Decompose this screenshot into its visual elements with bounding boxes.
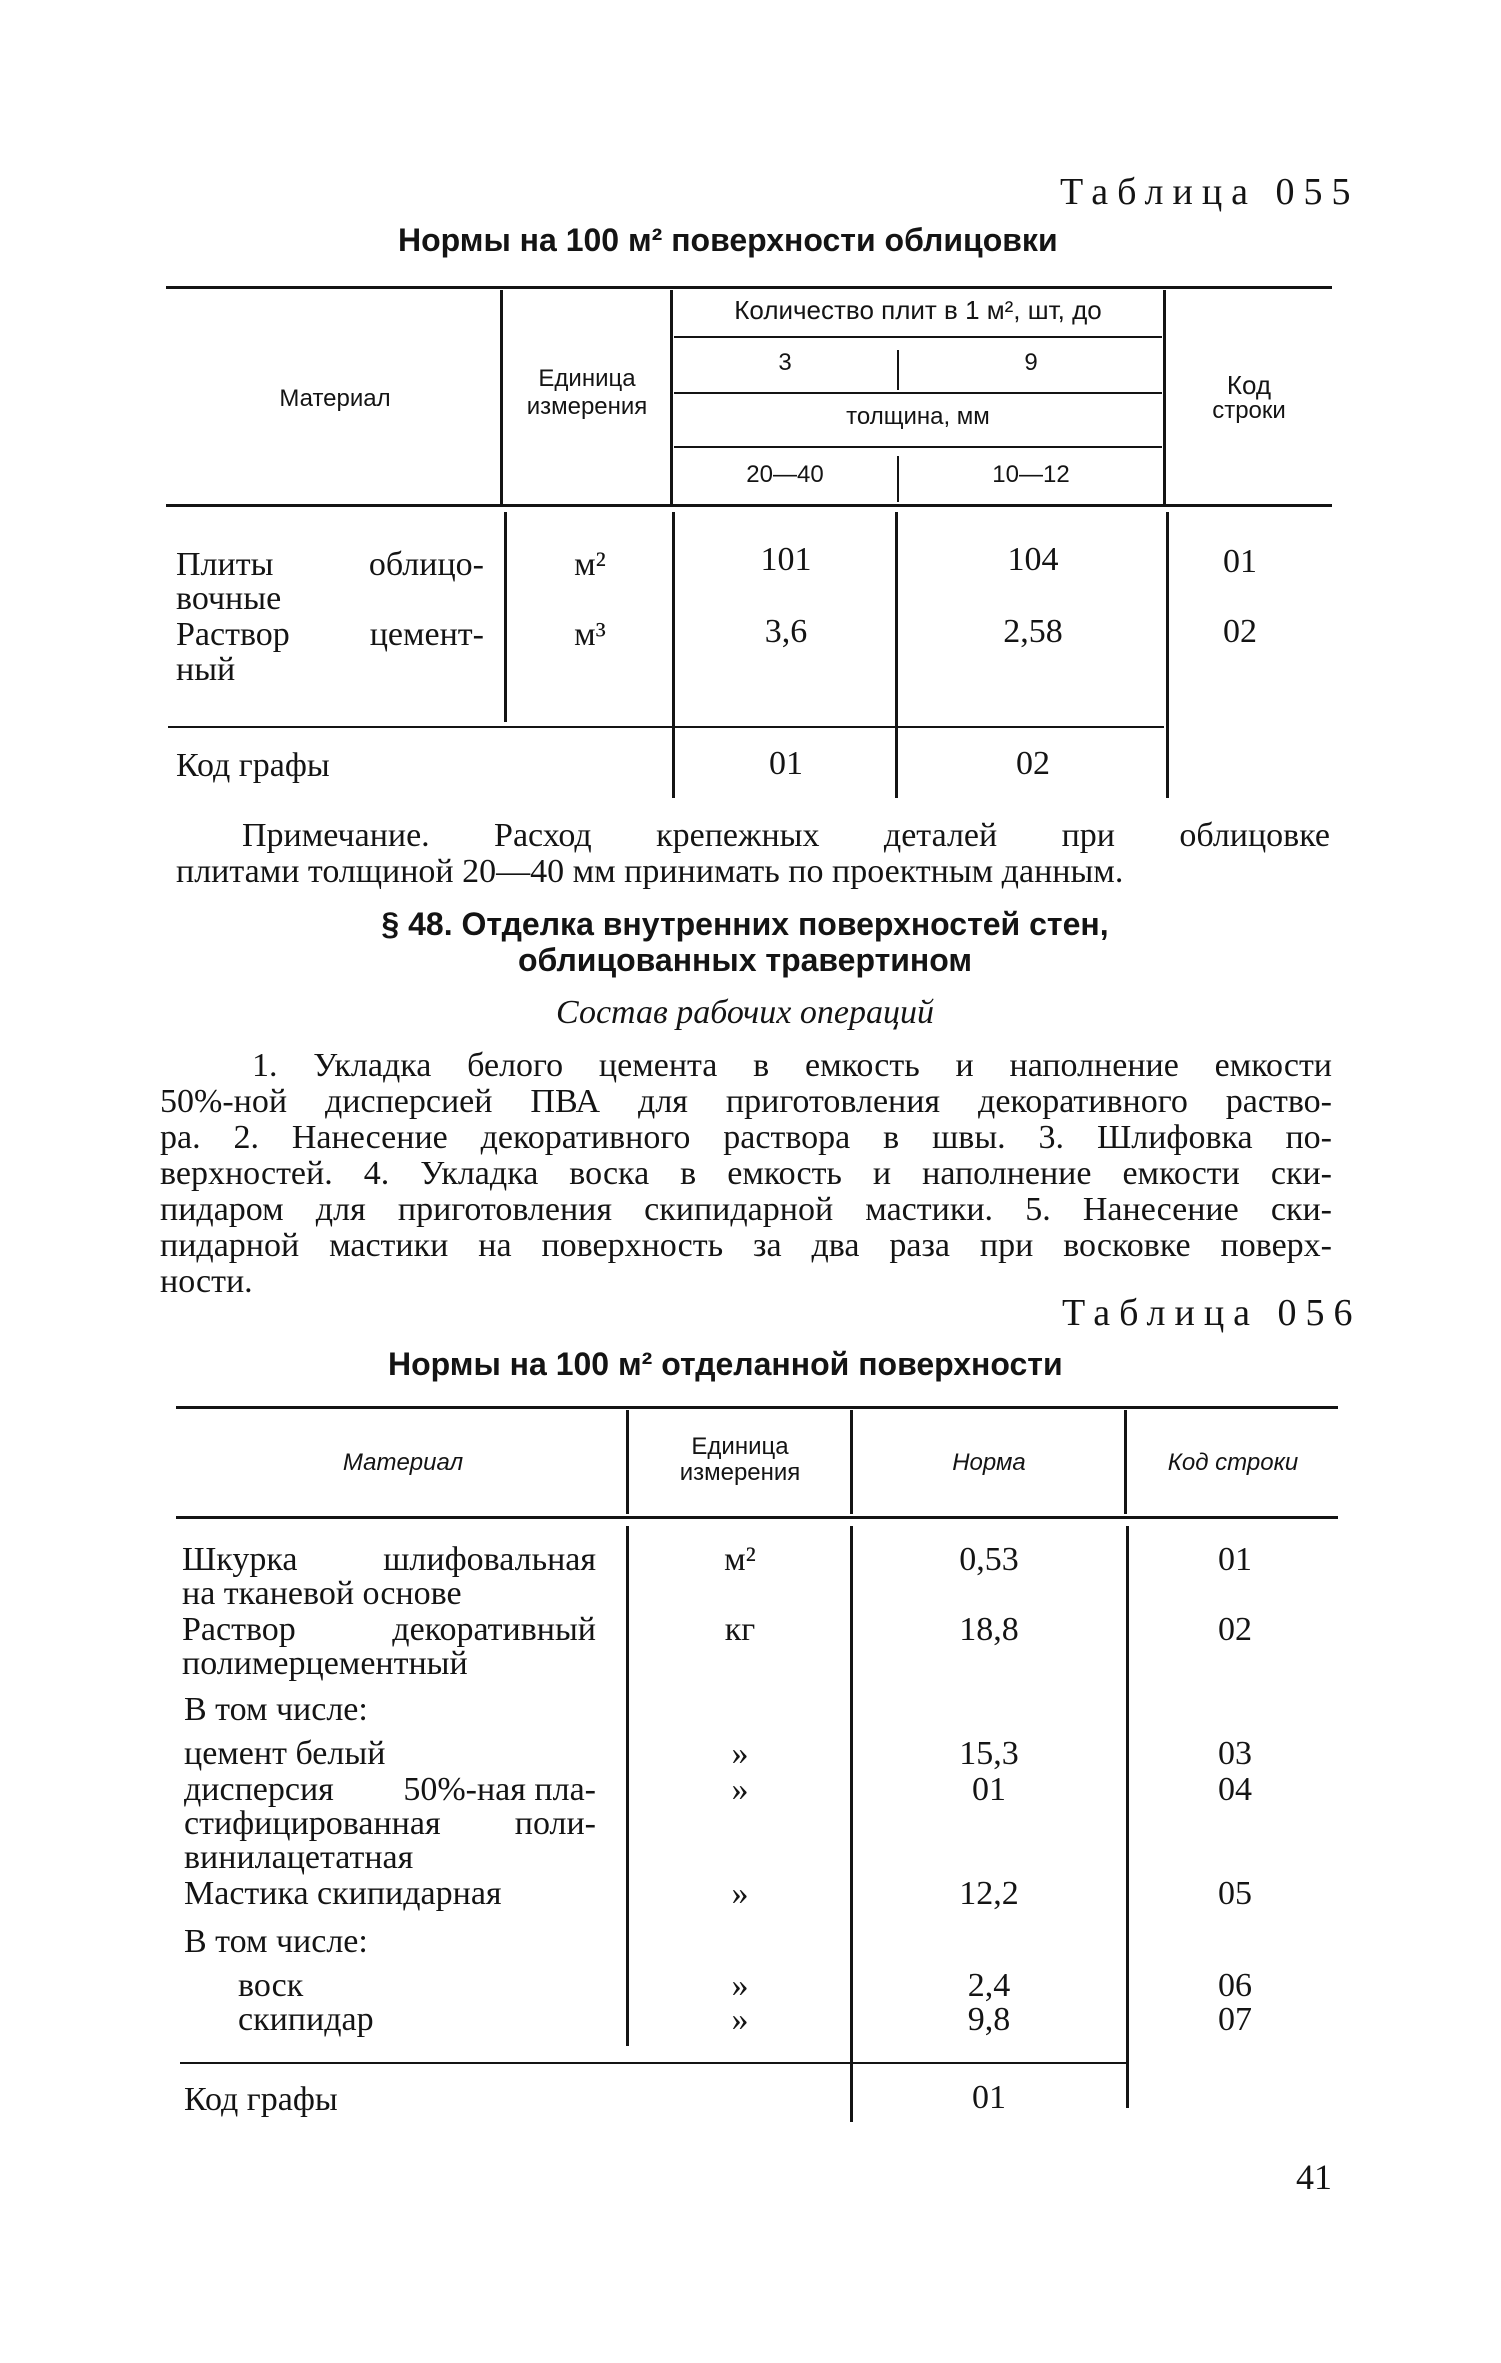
- section-body-line: 50%-ной дисперсией ПВА для приготовления декоративного раство-: [160, 1083, 1332, 1120]
- table-055-note: [176, 818, 1330, 890]
- table-055-divider: [897, 350, 899, 390]
- table-056-row-material: [184, 1772, 596, 1808]
- table-055-header-col9: 9: [1024, 349, 1038, 376]
- table-056-row-material-word: стифицированная: [184, 1805, 441, 1842]
- table-056-header-code: Код строки: [1167, 1449, 1299, 1476]
- section-body-line: верхностей. 4. Укладка воска в емкость и наполнение емкости ски-: [160, 1155, 1332, 1192]
- table-055-header-code: строки: [1212, 397, 1286, 424]
- table-055-row-code: 02: [1223, 613, 1257, 650]
- table-056-row-material-word: 50%-ная пла-: [403, 1771, 596, 1808]
- table-055-row-unit: м³: [574, 616, 606, 653]
- table-056-header-unit: Единица: [691, 1433, 789, 1460]
- section-body: [160, 1048, 1332, 1300]
- table-055-header-rule: [674, 446, 1162, 448]
- table-055-row-unit: м²: [574, 546, 606, 583]
- table-055-footer-code-2: 02: [1016, 745, 1050, 782]
- table-055-header-rule: [674, 392, 1162, 394]
- table-055-header-thickness: толщина, мм: [846, 403, 990, 430]
- table-056-row-norm: 2,4: [967, 1967, 1011, 2004]
- table-055-row-material-word: облицо-: [368, 546, 484, 583]
- table-056-row-material: цемент белый: [184, 1735, 386, 1772]
- table-056-row-unit: »: [731, 1771, 749, 1808]
- table-056-row-material: [182, 1612, 596, 1648]
- table-055-row-value-2: 104: [1007, 541, 1059, 578]
- table-056-row-norm: 0,53: [959, 1541, 1019, 1578]
- table-055-header-material: Материал: [279, 385, 391, 412]
- table-055-label: Таблица 055: [1060, 171, 1360, 213]
- table-055-footer-code-1: 01: [769, 745, 803, 782]
- table-056-row-material: воск: [238, 1967, 304, 2004]
- table-056-row-unit: »: [731, 1875, 749, 1912]
- table-055-title: Нормы на 100 м² поверхности облицовки: [398, 222, 1058, 258]
- table-056-row-material: скипидар: [238, 2001, 374, 2038]
- table-055-header-unit: Единица: [538, 365, 636, 392]
- table-055-divider: [1166, 512, 1169, 798]
- table-056-footer-rule: [180, 2062, 1126, 2064]
- table-056-divider: [1126, 1526, 1129, 2108]
- note-line: плитами толщиной 20—40 мм принимать по проектным данным.: [176, 853, 1124, 890]
- table-056-row-code: 07: [1218, 2001, 1252, 2038]
- page-number: 41: [1296, 2157, 1332, 2197]
- table-055-row-material-cont: ный: [176, 651, 236, 688]
- table-055-header-col3: 3: [778, 349, 792, 376]
- table-056-row-material-word: Шкурка: [182, 1541, 298, 1578]
- table-055-divider: [897, 456, 899, 502]
- table-056-row-material-cont: полимерцементный: [182, 1645, 468, 1682]
- section-title: облицованных травертином: [517, 942, 973, 978]
- section-body-line: ности.: [160, 1263, 253, 1300]
- table-056-row-unit: »: [731, 2001, 749, 2038]
- table-055-row-material-word: цемент-: [369, 616, 484, 653]
- table-056-divider: [626, 1410, 629, 1514]
- table-056-divider: [1124, 1410, 1127, 1514]
- table-056-header-bottom-rule: [176, 1516, 1338, 1519]
- table-056-footer-label: Код графы: [184, 2081, 338, 2118]
- table-056-header-norm: Норма: [952, 1449, 1026, 1476]
- table-056-row-norm: 18,8: [959, 1611, 1019, 1648]
- table-056-row-material-word: декоративный: [392, 1611, 596, 1648]
- section-body-line: 1. Укладка белого цемента в емкость и наполнение емкости: [252, 1047, 1332, 1084]
- table-056-row-unit: »: [731, 1967, 749, 2004]
- table-056-row-code: 04: [1218, 1771, 1252, 1808]
- table-055-row-value-2: 2,58: [1003, 613, 1063, 650]
- table-056-row-code: 06: [1218, 1967, 1252, 2004]
- table-055-divider: [672, 512, 675, 798]
- section-body-line: пидаром для приготовления скипидарной мастики. 5. Нанесение ски-: [160, 1191, 1332, 1228]
- table-056-row-material-word: поли-: [514, 1805, 596, 1842]
- table-055-row-material: [176, 547, 484, 583]
- table-056-divider: [850, 1410, 853, 1514]
- table-056-subheading: В том числе:: [184, 1923, 368, 1960]
- table-056-row-material-word: Раствор: [182, 1611, 296, 1648]
- table-055-header-thickness-2: 10—12: [992, 461, 1070, 488]
- table-055-row-material-word: Плиты: [176, 546, 274, 583]
- section-body-line: пидарной мастики на поверхность за два раза при восковке поверх-: [160, 1227, 1332, 1264]
- table-056-subheading: В том числе:: [184, 1691, 368, 1728]
- table-056-row-code: 01: [1218, 1541, 1252, 1578]
- table-056-title: Нормы на 100 м² отделанной поверхности: [388, 1346, 1063, 1382]
- table-056-row-norm: 9,8: [967, 2001, 1011, 2038]
- table-055-footer-rule: [168, 726, 1164, 728]
- table-056-row-unit: м²: [724, 1541, 756, 1578]
- table-055-header-rule: [674, 336, 1162, 338]
- table-055-row-material-word: Раствор: [176, 616, 290, 653]
- table-056-top-rule: [176, 1406, 1338, 1409]
- table-056-row-material: [184, 1806, 596, 1842]
- table-056-header-material: Материал: [342, 1449, 464, 1476]
- table-055-row-code: 01: [1223, 543, 1257, 580]
- section-body-line: ра. 2. Нанесение декоративного раствора в швы. 3. Шлифовка по-: [160, 1119, 1332, 1156]
- note-line: Примечание. Расход крепежных деталей при облицовке: [242, 817, 1330, 854]
- table-056-label: Таблица 056: [1062, 1292, 1362, 1334]
- table-056-row-material-word: шлифовальная: [383, 1541, 596, 1578]
- table-056-row-code: 03: [1218, 1735, 1252, 1772]
- table-055-row-material: [176, 617, 484, 653]
- table-055-header-code: Код: [1226, 370, 1272, 400]
- table-056-row-unit: »: [731, 1735, 749, 1772]
- table-056-footer-code-1: 01: [972, 2079, 1006, 2116]
- table-055-header-bottom-rule: [166, 504, 1332, 507]
- table-056-row-norm: 12,2: [959, 1875, 1019, 1912]
- table-055-divider: [504, 512, 507, 722]
- table-056-row-material-word: дисперсия: [184, 1771, 334, 1808]
- table-055-row-material-cont: вочные: [176, 580, 282, 617]
- section-title: § 48. Отделка внутренних поверхностей стен,: [381, 906, 1109, 942]
- table-056-row-norm: 01: [972, 1771, 1006, 1808]
- table-056-row-code: 05: [1218, 1875, 1252, 1912]
- table-056-divider: [850, 1526, 853, 2122]
- table-056-row-code: 02: [1218, 1611, 1252, 1648]
- table-055-header-quantity: Количество плит в 1 м², шт, до: [734, 295, 1102, 325]
- table-056-row-material-cont: винилацетатная: [184, 1839, 414, 1876]
- table-056-divider: [626, 1526, 629, 2046]
- table-056-row-norm: 15,3: [959, 1735, 1019, 1772]
- table-056-row-material-cont: на тканевой основе: [182, 1575, 462, 1612]
- table-055-row-value-1: 3,6: [764, 613, 808, 650]
- table-056-header-unit: измерения: [679, 1459, 801, 1486]
- table-056-row-unit: кг: [724, 1611, 756, 1648]
- table-055-row-value-1: 101: [760, 541, 812, 578]
- table-055-header-thickness-1: 20—40: [746, 461, 824, 488]
- table-055-footer-label: Код графы: [176, 747, 330, 784]
- table-056-row-material: Мастика скипидарная: [184, 1875, 502, 1912]
- table-055-top-rule: [166, 286, 1332, 289]
- table-056-row-material: [182, 1542, 596, 1578]
- section-subtitle: Состав рабочих операций: [556, 994, 934, 1031]
- table-055-header-unit: измерения: [526, 393, 648, 420]
